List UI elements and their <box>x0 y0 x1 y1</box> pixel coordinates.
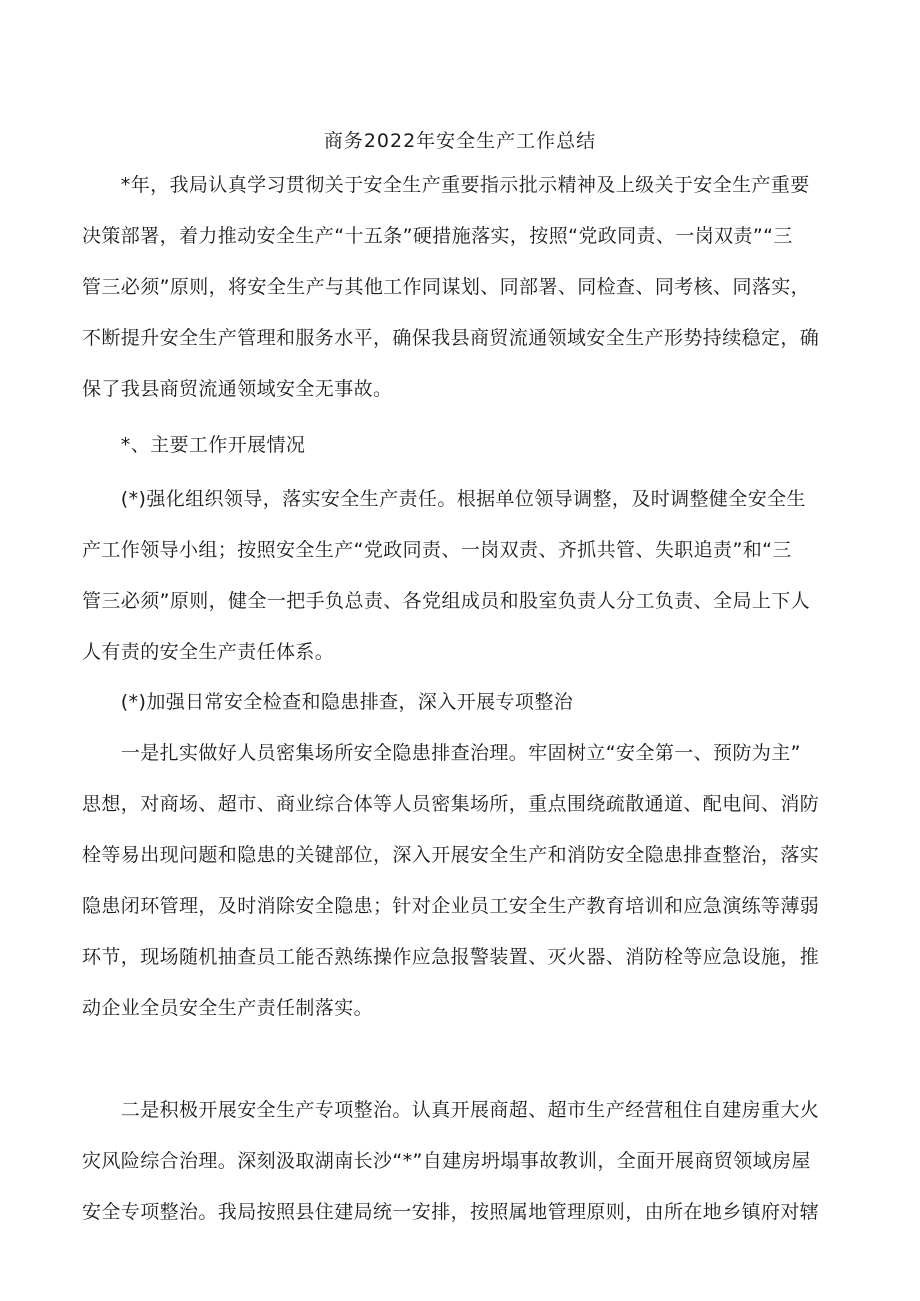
section-heading <box>82 420 842 471</box>
text-line: (*)加强日常安全检查和隐患排查，深入开展专项整治 <box>82 691 574 713</box>
text-line: 一是扎实做好人员密集场所安全隐患排查治理。牢固树立“安全第一、预防为主” <box>82 742 801 764</box>
text-line: 人有责的安全生产责任体系。 <box>82 641 335 663</box>
text-line: *、主要工作开展情况 <box>82 434 306 456</box>
inspection-paragraph <box>82 728 842 1034</box>
text-line: *年，我局认真学习贯彻关于安全生产重要指示批示精神及上级关于安全生产重要 <box>82 174 810 196</box>
text-line: 保了我县商贸流通领域安全无事故。 <box>82 378 393 400</box>
text-line: 环节，现场随机抽查员工能否熟练操作应急报警装置、灭火器、消防栓等应急设施，推 <box>82 946 820 968</box>
text-line: 管三必须”原则，健全一把手负总责、各党组成员和股室负责人分工负责、全局上下人 <box>82 590 811 612</box>
text-line: 二是积极开展安全生产专项整治。认真开展商超、超市生产经营租住自建房重大火 <box>82 1099 820 1121</box>
organization-paragraph <box>82 474 842 678</box>
text-line: 不断提升安全生产管理和服务水平，确保我县商贸流通领域安全生产形势持续稳定，确 <box>82 327 820 349</box>
text-line: 安全专项整治。我局按照县住建局统一安排，按照属地管理原则，由所在地乡镇府对辖 <box>82 1201 820 1223</box>
text-line: (*)强化组织领导，落实安全生产责任。根据单位领导调整，及时调整健全安全生 <box>82 488 806 510</box>
text-line: 决策部署，着力推动安全生产“十五条”硬措施落实，按照“党政同责、一岗双责”“三 <box>82 225 793 247</box>
text-line: 思想，对商场、超市、商业综合体等人员密集场所，重点围绕疏散通道、配电间、消防 <box>82 793 820 815</box>
subsection-heading <box>82 677 842 728</box>
document-title: 商务2022年安全生产工作总结 <box>323 130 597 152</box>
text-line: 栓等易出现问题和隐患的关键部位，深入开展安全生产和消防安全隐患排查整治，落实 <box>82 844 820 866</box>
text-line: 产工作领导小组；按照安全生产“党政同责、一岗双责、齐抓共管、失职追责”和“三 <box>82 539 792 561</box>
text-line: 管三必须”原则，将安全生产与其他工作同谋划、同部署、同检查、同考核、同落实， <box>82 276 811 298</box>
rectification-paragraph <box>82 1085 842 1238</box>
text-line: 灾风险综合治理。深刻汲取湖南长沙“*”自建房坍塌事故教训，全面开展商贸领域房屋 <box>82 1150 811 1172</box>
text-line: 隐患闭环管理，及时消除安全隐患；针对企业员工安全生产教育培训和应急演练等薄弱 <box>82 895 820 917</box>
intro-paragraph <box>82 160 842 415</box>
text-line: 动企业全员安全生产责任制落实。 <box>82 997 374 1019</box>
